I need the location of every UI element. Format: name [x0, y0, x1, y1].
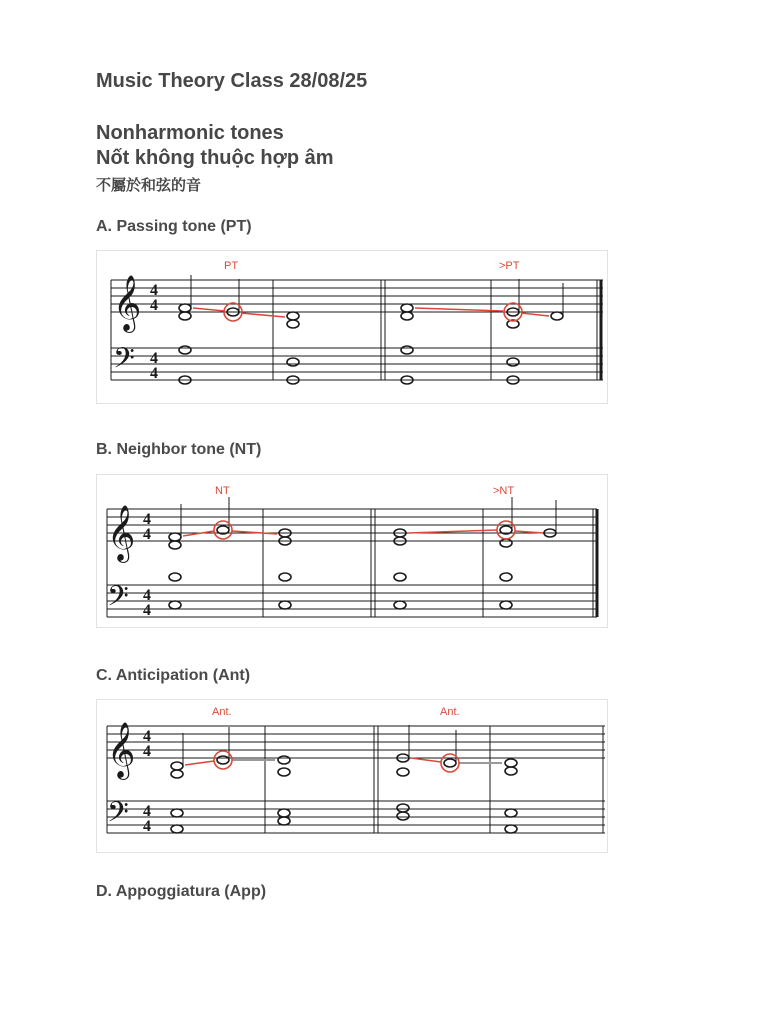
- label-pt: PT: [224, 260, 239, 272]
- score-passing-tone-svg: [97, 251, 607, 403]
- svg-text:4: 4: [150, 282, 158, 299]
- svg-text:4: 4: [143, 818, 151, 835]
- label-nt-accented: >NT: [493, 485, 515, 497]
- subtitle-block: [96, 121, 334, 171]
- treble-clef-icon-b: 𝄞: [107, 505, 136, 561]
- section-heading-appoggiatura: D. Appoggiatura (App): [96, 883, 267, 900]
- bass-clef-icon-b: 𝄢: [107, 580, 129, 620]
- svg-text:4: 4: [143, 526, 151, 543]
- label-nt: NT: [215, 485, 230, 497]
- document-title: Music Theory Class 28/08/25: [96, 70, 368, 92]
- svg-text:4: 4: [150, 297, 158, 314]
- svg-text:4: 4: [143, 728, 151, 745]
- svg-text:4: 4: [150, 365, 158, 382]
- section-heading-passing-tone: A. Passing tone (PT): [96, 218, 252, 235]
- subtitle-vietnamese: Nốt không thuộc hợp âm: [96, 147, 334, 169]
- svg-text:4: 4: [143, 602, 151, 619]
- svg-text:4: 4: [143, 587, 151, 604]
- svg-text:4: 4: [143, 803, 151, 820]
- svg-text:4: 4: [143, 511, 151, 528]
- subtitle-chinese: 不屬於和弦的音: [96, 177, 202, 194]
- score-anticipation-svg: [97, 700, 607, 852]
- score-passing-tone: [96, 250, 608, 404]
- subtitle-english: Nonharmonic tones: [96, 122, 284, 144]
- label-pt-accented: >PT: [499, 260, 520, 272]
- score-neighbor-tone: [96, 474, 608, 628]
- score-anticipation: [96, 699, 608, 853]
- svg-text:4: 4: [143, 743, 151, 760]
- treble-clef-icon-c: 𝄞: [107, 722, 136, 778]
- svg-text:4: 4: [150, 350, 158, 367]
- section-heading-neighbor-tone: B. Neighbor tone (NT): [96, 441, 262, 458]
- label-ant-2: Ant.: [440, 706, 460, 718]
- section-heading-anticipation: C. Anticipation (Ant): [96, 667, 251, 684]
- bass-clef-icon-c: 𝄢: [107, 796, 129, 836]
- treble-clef-icon: 𝄞: [113, 275, 142, 331]
- bass-clef-icon: 𝄢: [113, 342, 135, 382]
- score-neighbor-tone-svg: [97, 475, 607, 634]
- label-ant-1: Ant.: [212, 706, 232, 718]
